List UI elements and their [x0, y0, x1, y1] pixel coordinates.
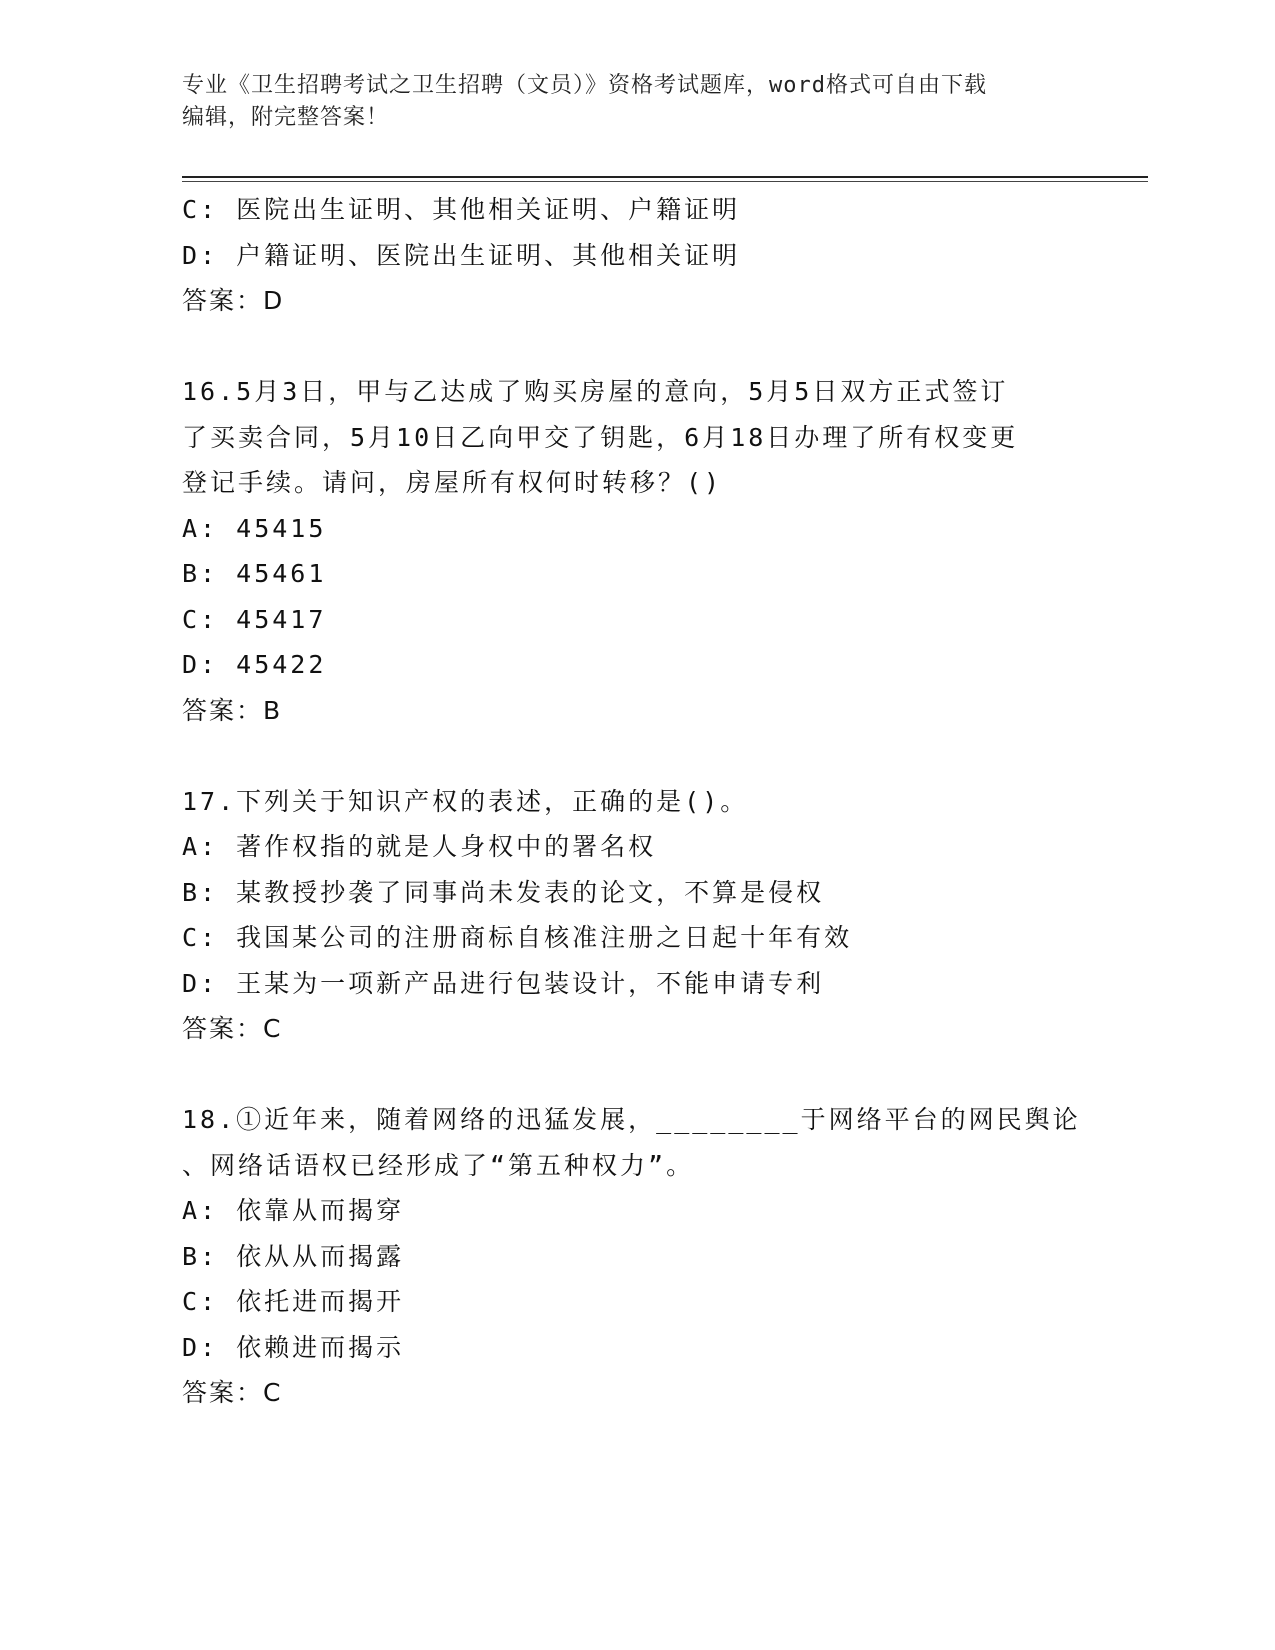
q17-option-d: D: 王某为一项新产品进行包装设计，不能申请专利: [182, 968, 825, 998]
q15-answer: 答案：D: [182, 286, 285, 315]
q16-answer: 答案：B: [182, 695, 283, 725]
document-body: [182, 187, 1082, 1416]
document-header: [182, 70, 1062, 134]
q16-option-a: A: 45415: [182, 513, 327, 543]
q18-option-c: C: 依托进而揭开: [182, 1287, 405, 1316]
q16-stem-line-1: 16.5月3日，甲与乙达成了购买房屋的意向，5月5日双方正式签订: [182, 377, 1009, 406]
q16-option-b: B: 45461: [182, 559, 327, 588]
question-15-tail: [182, 187, 1082, 324]
spacer: [182, 1052, 1082, 1098]
q16-option-d: D: 45422: [182, 650, 327, 679]
q18-stem-line-1: 18.①近年来，随着网络的迅猛发展，________于网络平台的网民舆论: [182, 1105, 1081, 1134]
header-divider-thin: [182, 181, 1148, 182]
spacer: [182, 733, 1082, 779]
header-divider-thick: [182, 176, 1148, 178]
question-18: [182, 1097, 1082, 1416]
q15-option-c: C: 医院出生证明、其他相关证明、户籍证明: [182, 195, 741, 224]
question-16: [182, 369, 1082, 733]
q17-answer: 答案：C: [182, 1014, 283, 1043]
q16-stem-line-2: 了买卖合同，5月10日乙向甲交了钥匙，6月18日办理了所有权变更: [182, 422, 1019, 452]
q18-option-d: D: 依赖进而揭示: [182, 1332, 405, 1362]
q16-option-c: C: 45417: [182, 604, 327, 634]
q17-option-b: B: 某教授抄袭了同事尚未发表的论文，不算是侵权: [182, 877, 825, 907]
header-line-2: 编辑，附完整答案！: [182, 105, 390, 130]
q18-stem-line-2: 、网络话语权已经形成了“第五种权力”。: [182, 1150, 695, 1180]
question-17: [182, 779, 1082, 1052]
q17-option-a: A: 著作权指的就是人身权中的署名权: [182, 832, 657, 861]
header-line-1: 专业《卫生招聘考试之卫生招聘（文员）》资格考试题库，word格式可自由下载: [182, 73, 987, 98]
q18-option-a: A: 依靠从而揭穿: [182, 1196, 405, 1225]
spacer: [182, 324, 1082, 370]
q18-answer: 答案：C: [182, 1378, 283, 1407]
q18-option-b: B: 依从从而揭露: [182, 1241, 405, 1271]
q15-option-d: D: 户籍证明、医院出生证明、其他相关证明: [182, 240, 741, 270]
q16-stem-line-3: 登记手续。请问，房屋所有权何时转移？(): [182, 468, 723, 497]
q17-option-c: C: 我国某公司的注册商标自核准注册之日起十年有效: [182, 923, 853, 952]
q17-stem: 17.下列关于知识产权的表述，正确的是()。: [182, 786, 749, 816]
